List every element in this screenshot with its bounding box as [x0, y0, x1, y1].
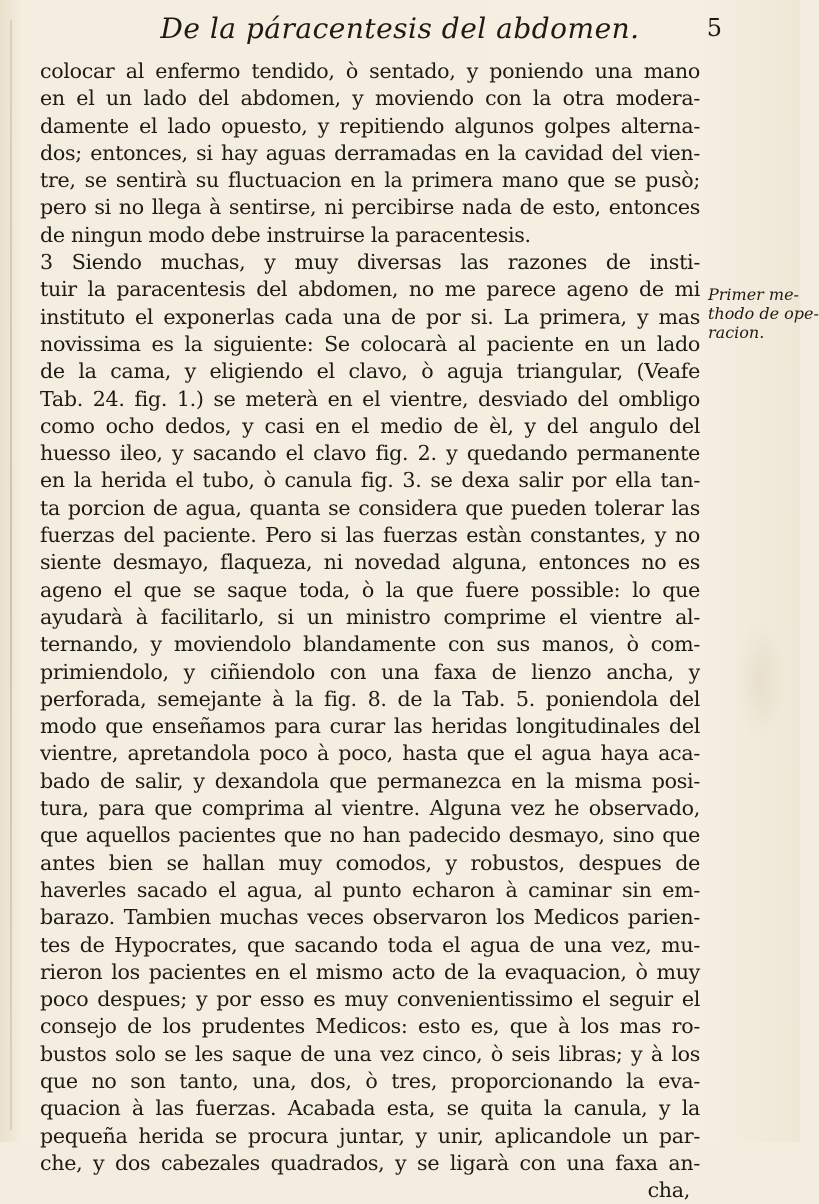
text-line: primiendolo, y ciñiendolo con una faxa de lienzo ancha, y — [40, 659, 700, 684]
text-line: de la cama, y eligiendo el clavo, ò aguja triangular, (Veafe — [40, 359, 700, 384]
text-line: tre, se sentirà su fluctuacion en la primera mano que se pusò; — [40, 168, 700, 193]
text-line: bustos solo se les saque de una vez cinco, ò seis libras; y à los — [40, 1041, 700, 1066]
body-text — [40, 58, 700, 1204]
margin-note-line: Primer me- — [708, 285, 799, 304]
text-line: ta porcion de agua, quanta se considera que pueden tolerar las — [40, 495, 700, 520]
text-line: consejo de los prudentes Medicos: esto es, que à los mas ro- — [40, 1014, 700, 1039]
text-line: en la herida el tubo, ò canula fig. 3. se dexa salir por ella tan- — [40, 468, 700, 493]
text-line: que no son tanto, una, dos, ò tres, proporcionando la eva- — [40, 1068, 700, 1093]
page-gutter — [10, 20, 12, 1130]
text-line: ternando, y moviendolo blandamente con sus manos, ò com- — [40, 632, 700, 657]
text-line: che, y dos cabezales quadrados, y se ligarà con una faxa an- — [40, 1150, 700, 1175]
text-line: vientre, apretandola poco à poco, hasta que el agua haya aca- — [40, 741, 700, 766]
running-title: De la páracentesis del abdomen. — [160, 12, 640, 45]
text-line: como ocho dedos, y casi en el medio de èl, y del angulo del — [40, 413, 700, 438]
text-line: ageno el que se saque toda, ò la que fuere possible: lo que — [40, 577, 700, 602]
text-line: novissima es la siguiente: Se colocarà al paciente en un lado — [40, 331, 700, 356]
text-line: haverles sacado el agua, al punto echaron à caminar sin em- — [40, 877, 700, 902]
text-line: instituto el exponerlas cada una de por si. La primera, y mas — [40, 304, 700, 329]
text-line: que aquellos pacientes que no han padecido desmayo, sino que — [40, 823, 700, 848]
text-line: modo que enseñamos para curar las heridas longitudinales del — [40, 714, 700, 739]
catchword: cha, — [647, 1178, 690, 1203]
text-line: siente desmayo, flaqueza, ni novedad alguna, entonces no es — [40, 550, 700, 575]
text-line: en el un lado del abdomen, y moviendo con la otra modera- — [40, 86, 700, 111]
text-line: quacion à las fuerzas. Acabada esta, se quita la canula, y la — [40, 1096, 700, 1121]
margin-note-line: thodo de ope- — [708, 304, 819, 323]
text-line: 3 Siendo muchas, y muy diversas las razones de insti- — [40, 250, 700, 275]
text-line: huesso ileo, y sacando el clavo fig. 2. y quedando permanente — [40, 441, 700, 466]
text-line: bado de salir, y dexandola que permanezca en la misma posi- — [40, 768, 700, 793]
text-line: dos; entonces, si hay aguas derramadas en la cavidad del vien- — [40, 140, 700, 165]
text-line: barazo. Tambien muchas veces observaron los Medicos parien- — [40, 905, 700, 930]
text-line: fuerzas del paciente. Pero si las fuerzas estàn constantes, y no — [40, 523, 700, 548]
text-line: tuir la paracentesis del abdomen, no me parece ageno de mi — [40, 277, 700, 302]
text-line: antes bien se hallan muy comodos, y robustos, despues de — [40, 850, 700, 875]
text-line: damente el lado opuesto, y repitiendo algunos golpes alterna- — [40, 113, 700, 138]
text-line: Tab. 24. fig. 1.) se meterà en el vientre, desviado del ombligo — [40, 386, 700, 411]
text-line: pequeña herida se procura juntar, y unir, aplicandole un par- — [40, 1123, 700, 1148]
margin-note-line: racion. — [708, 323, 765, 342]
text-line: de ningun modo debe instruirse la paracentesis. — [40, 222, 531, 247]
text-line: tura, para que comprima al vientre. Alguna vez he observado, — [40, 796, 700, 821]
text-line: pero si no llega à sentirse, ni percibirse nada de esto, entonces — [40, 195, 700, 220]
text-line: tes de Hypocrates, que sacando toda el agua de una vez, mu- — [40, 932, 700, 957]
paper-stain — [735, 620, 785, 740]
text-line: poco despues; y por esso es muy convenientissimo el seguir el — [40, 987, 700, 1012]
text-line: colocar al enfermo tendido, ò sentado, y poniendo una mano — [40, 59, 700, 83]
text-line: ayudarà à facilitarlo, si un ministro comprime el vientre al- — [40, 604, 700, 629]
page-header — [0, 12, 800, 52]
page-number: 5 — [706, 14, 722, 42]
text-line: rieron los pacientes en el mismo acto de la evaquacion, ò muy — [40, 959, 700, 984]
margin-note — [708, 285, 819, 342]
text-line: perforada, semejante à la fig. 8. de la Tab. 5. poniendola del — [40, 686, 700, 711]
